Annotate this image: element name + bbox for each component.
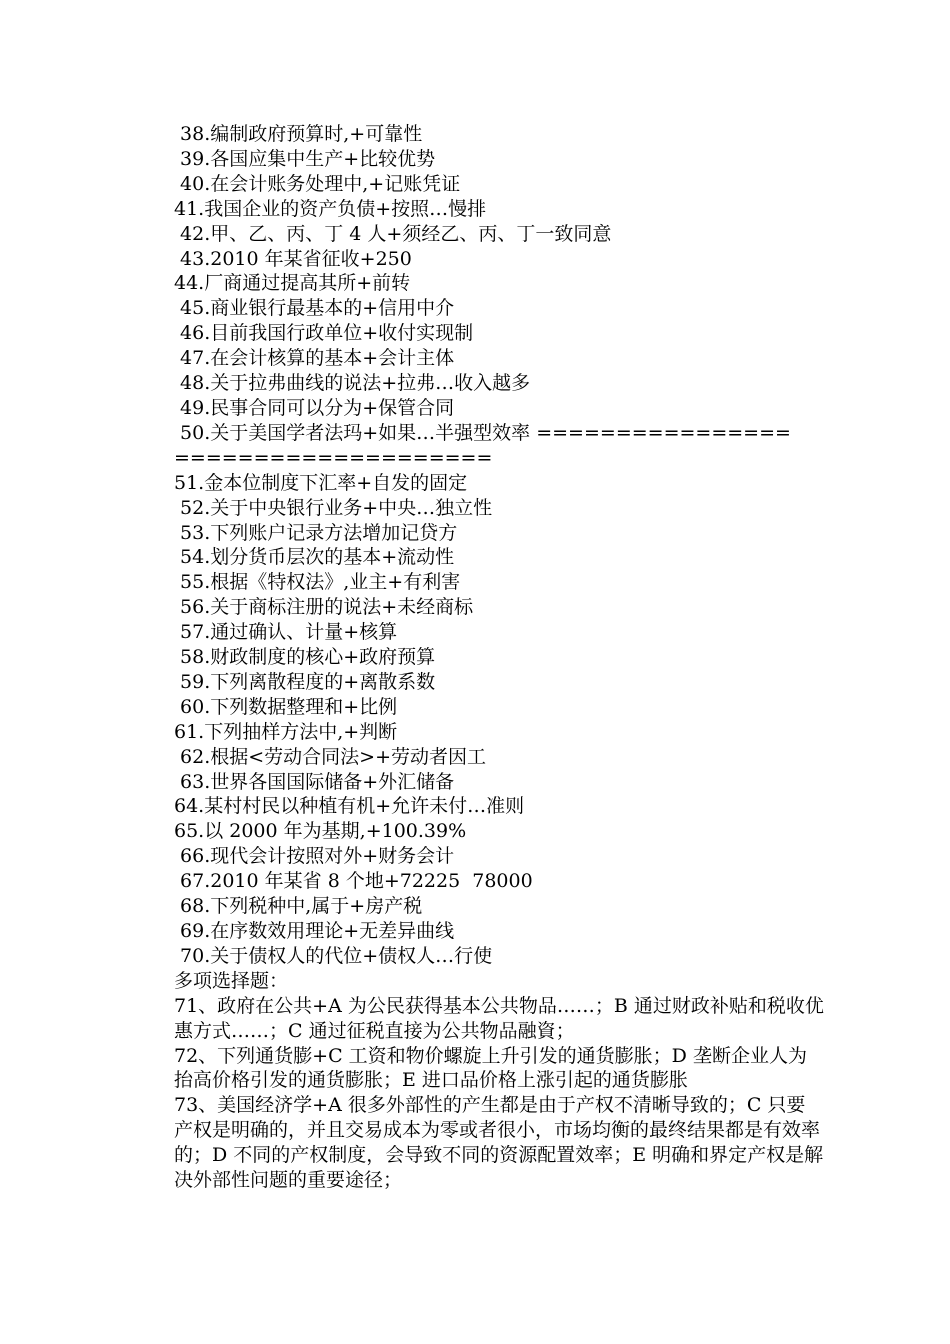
answer-paragraph-73: 73、美国经济学+A 很多外部性的产生都是由于产权不清晰导致的；C 只要产权是明确的，并且交易成本为零或者很小，市场均衡的最终结果都是有效率的；D 不同的产权制度，会导致不同的资源配置效率；E 明确和界定产权是解决外部性问题的重要途径； bbox=[174, 1094, 824, 1192]
answer-line-39: 39.各国应集中生产+比较优势 bbox=[174, 147, 436, 170]
answer-line-48: 48.关于拉弗曲线的说法+拉弗…收入越多 bbox=[174, 372, 531, 395]
answer-line-42: 42.甲、乙、丙、丁 4 人+须经乙、丙、丁一致同意 bbox=[174, 222, 612, 245]
answer-line-55: 55.根据《特权法》,业主+有利害 bbox=[174, 571, 461, 594]
answer-paragraph-72: 72、下列通货膨+C 工资和物价螺旋上升引发的通货膨胀；D 垄断企业人为抬高价格引发的通货膨胀；E 进口品价格上涨引起的通货膨胀 bbox=[174, 1044, 807, 1092]
answer-line-67: 67.2010 年某省 8 个地+72225 78000 bbox=[174, 870, 533, 893]
answer-line-54: 54.划分货币层次的基本+流动性 bbox=[174, 546, 455, 569]
answer-line-70: 70.关于债权人的代位+债权人…行使 bbox=[174, 944, 493, 967]
answer-line-44: 44.厂商通过提高其所+前转 bbox=[174, 272, 411, 295]
answer-line-41: 41.我国企业的资产负债+按照…慢排 bbox=[174, 197, 487, 220]
answer-line-64: 64.某村村民以种植有机+允许未付…准则 bbox=[174, 795, 525, 818]
section-heading-multiple-choice: 多项选择题： bbox=[174, 969, 289, 992]
answer-line-63: 63.世界各国国际储备+外汇储备 bbox=[174, 770, 455, 793]
answer-line-52: 52.关于中央银行业务+中央…独立性 bbox=[174, 496, 493, 519]
answer-line-40: 40.在会计账务处理中,+记账凭证 bbox=[174, 172, 461, 195]
answer-line-49: 49.民事合同可以分为+保管合同 bbox=[174, 396, 455, 419]
answer-line-53: 53.下列账户记录方法增加记贷方 bbox=[174, 521, 458, 544]
answer-line-50: 50.关于美国学者法玛+如果…半强型效率 ================ bbox=[174, 421, 791, 444]
separator-line: ==================== bbox=[174, 446, 493, 469]
answer-line-65: 65.以 2000 年为基期,+100.39% bbox=[174, 820, 467, 843]
answer-line-45: 45.商业银行最基本的+信用中介 bbox=[174, 297, 455, 320]
answer-line-69: 69.在序数效用理论+无差异曲线 bbox=[174, 920, 455, 942]
answer-line-57: 57.通过确认、计量+核算 bbox=[174, 621, 398, 644]
answer-line-38: 38.编制政府预算时,+可靠性 bbox=[174, 123, 423, 145]
answer-line-61: 61.下列抽样方法中,+判断 bbox=[174, 720, 398, 743]
answer-line-51: 51.金本位制度下汇率+自发的固定 bbox=[174, 471, 468, 494]
answer-line-60: 60.下列数据整理和+比例 bbox=[174, 695, 398, 718]
answer-line-56: 56.关于商标注册的说法+未经商标 bbox=[174, 596, 474, 619]
answer-line-46: 46.目前我国行政单位+收付实现制 bbox=[174, 322, 474, 345]
answer-line-47: 47.在会计核算的基本+会计主体 bbox=[174, 347, 455, 370]
answer-line-58: 58.财政制度的核心+政府预算 bbox=[174, 646, 436, 669]
answer-line-43: 43.2010 年某省征收+250 bbox=[174, 247, 412, 270]
answer-line-59: 59.下列离散程度的+离散系数 bbox=[174, 670, 436, 693]
answer-paragraph-71: 71、政府在公共+A 为公民获得基本公共物品……；B 通过财政补贴和税收优惠方式……；C 通过征税直接为公共物品融資； bbox=[174, 994, 824, 1042]
answer-line-68: 68.下列税种中,属于+房产税 bbox=[174, 895, 423, 918]
answer-line-66: 66.现代会计按照对外+财务会计 bbox=[174, 845, 455, 868]
answer-line-62: 62.根据<劳动合同法>+劳动者因工 bbox=[174, 745, 487, 768]
document-page bbox=[174, 122, 824, 1193]
